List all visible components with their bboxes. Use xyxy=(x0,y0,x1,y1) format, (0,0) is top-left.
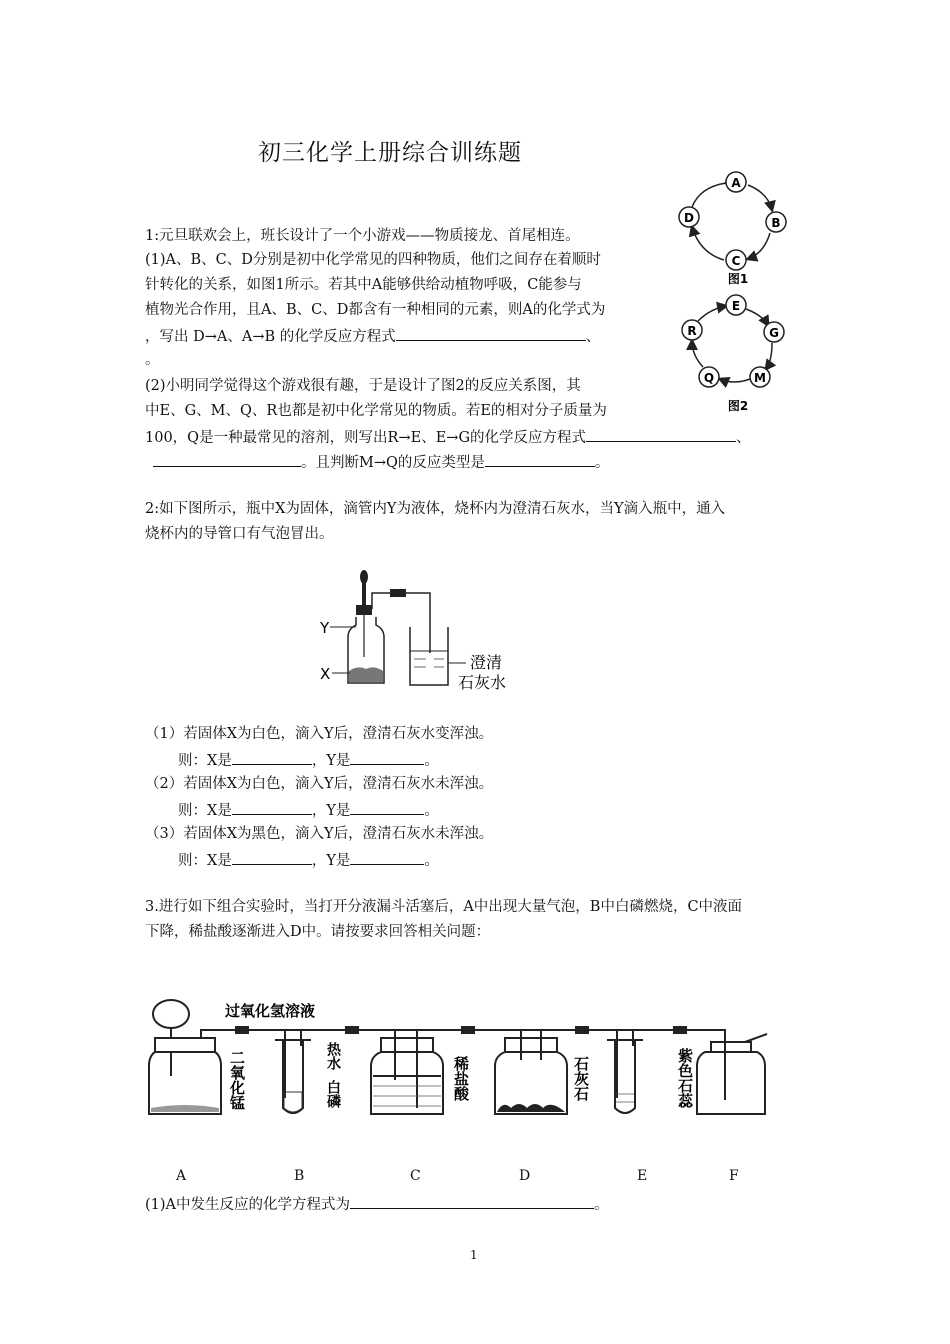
label-c: C xyxy=(410,1168,421,1184)
label-f: F xyxy=(729,1168,739,1184)
arrow-e-to-g xyxy=(746,309,768,325)
answer-blank-y[interactable] xyxy=(350,799,424,815)
node-a xyxy=(726,172,746,192)
answer-blank-x[interactable] xyxy=(232,849,312,865)
label-a: A xyxy=(176,1168,187,1184)
q2-item-2-question: （2）若固体X为白色，滴入Y后，澄清石灰水未浑浊。 xyxy=(145,776,494,792)
arrow-b-to-c xyxy=(748,233,770,259)
label-hot-water: 热水 xyxy=(325,1042,341,1070)
answer-prefix: 则：X是 xyxy=(178,753,232,769)
node-d xyxy=(679,207,699,227)
answer-blank[interactable] xyxy=(350,1193,594,1209)
answer-blank-x[interactable] xyxy=(232,799,312,815)
q3-intro-2: 下降，稀盐酸逐渐进入D中。请按要求回答相关问题： xyxy=(145,924,491,940)
q1-line-5-text: ，写出 D→A、A→B 的化学反应方程式 xyxy=(145,329,396,345)
q2-apparatus xyxy=(318,565,533,695)
label-b: B xyxy=(294,1168,305,1184)
q2-item-2-answer xyxy=(178,799,439,822)
q3-intro-1: 3.进行如下组合实验时，当打开分液漏斗活塞后，A中出现大量气泡，B中白磷燃烧，C中液面 xyxy=(145,899,743,915)
answer-prefix: 则：X是 xyxy=(178,853,232,869)
q1-line-2: (1)A、B、C、D分别是初中化学常见的四种物质，他们之间存在着顺时 xyxy=(145,252,601,268)
answer-prefix: 则：X是 xyxy=(178,803,232,819)
svg-text:B: B xyxy=(771,216,781,230)
q1-line-5 xyxy=(145,325,600,348)
cycle-figures xyxy=(670,165,800,425)
node-b xyxy=(766,212,786,232)
fig1-caption: 图1 xyxy=(727,272,749,286)
arrow-a-to-b xyxy=(748,185,772,210)
q1-line-10 xyxy=(145,451,609,474)
separator: 、 xyxy=(585,329,601,345)
answer-blank-y[interactable] xyxy=(350,749,424,765)
label-limewater-2: 石灰水 xyxy=(458,673,507,692)
svg-text:M: M xyxy=(754,371,766,385)
node-g xyxy=(764,322,784,342)
label-y: Y xyxy=(320,619,330,637)
answer-blank[interactable] xyxy=(396,325,586,341)
label-dilute-hcl: 稀盐酸 xyxy=(452,1056,470,1101)
q3-sub1-text: (1)A中发生反应的化学方程式为 xyxy=(145,1197,351,1213)
arrow-r-to-e xyxy=(698,306,726,321)
q2-item-3-question: （3）若固体X为黑色，滴入Y后，澄清石灰水未浑浊。 xyxy=(145,826,494,842)
arrow-d-to-a xyxy=(692,183,726,207)
q2-item-1-answer xyxy=(178,749,439,772)
answer-blank-y[interactable] xyxy=(350,849,424,865)
node-q xyxy=(699,367,719,387)
period: 。 xyxy=(594,455,610,471)
q2-item-1-question: （1）若固体X为白色，滴入Y后，澄清石灰水变浑浊。 xyxy=(145,726,494,742)
answer-blank-x[interactable] xyxy=(232,749,312,765)
svg-text:C: C xyxy=(731,254,741,268)
q1-line-8: 中E、G、M、Q、R也都是初中化学常见的物质。若E的相对分子质量为 xyxy=(145,403,607,419)
q2-item-3-answer xyxy=(178,849,439,872)
label-e: E xyxy=(637,1168,648,1184)
node-c xyxy=(726,250,746,270)
answer-blank[interactable] xyxy=(153,451,301,467)
node-r xyxy=(682,320,702,340)
q3-apparatus xyxy=(145,990,780,1120)
label-limestone: 石灰石 xyxy=(572,1056,590,1101)
q1-line-7: (2)小明同学觉得这个游戏很有趣，于是设计了图2的反应关系图，其 xyxy=(145,378,581,394)
label-x: X xyxy=(320,665,331,683)
q1-line-1: 1:元旦联欢会上，班长设计了一个小游戏——物质接龙、首尾相连。 xyxy=(145,228,580,244)
answer-mid: ，Y是 xyxy=(311,753,351,769)
separator: 、 xyxy=(736,430,751,446)
node-m xyxy=(750,367,770,387)
q1-line-4: 植物光合作用，且A、B、C、D都含有一种相同的元素，则A的化学式为 xyxy=(145,302,606,318)
label-litmus: 紫色石蕊 xyxy=(676,1048,694,1108)
svg-text:Q: Q xyxy=(703,371,715,385)
svg-text:D: D xyxy=(684,211,694,225)
svg-text:G: G xyxy=(769,326,779,340)
answer-mid: ，Y是 xyxy=(311,853,351,869)
q2-intro-1: 2:如下图所示，瓶中X为固体，滴管内Y为液体，烧杯内为澄清石灰水，当Y滴入瓶中，通入 xyxy=(145,501,726,517)
answer-end: 。 xyxy=(424,853,439,869)
label-mno2: 二氧化锰 xyxy=(228,1050,246,1110)
arrow-c-to-d xyxy=(692,227,724,260)
q2-intro-2: 烧杯内的导管口有气泡冒出。 xyxy=(145,526,334,542)
arrow-g-to-m xyxy=(766,343,772,369)
answer-blank[interactable] xyxy=(586,426,736,442)
fig2-caption: 图2 xyxy=(727,399,749,413)
svg-text:E: E xyxy=(731,299,741,313)
q1-line-10-text: 。且判断M→Q的反应类型是 xyxy=(301,455,485,471)
node-e xyxy=(726,295,746,315)
answer-mid: ，Y是 xyxy=(311,803,351,819)
q1-line-9-text: 100，Q是一种最常见的溶剂，则写出R→E、E→G的化学反应方程式 xyxy=(145,430,587,446)
label-limewater-1: 澄清 xyxy=(470,653,503,672)
page-title: 初三化学上册综合训练题 xyxy=(258,140,522,166)
period: 。 xyxy=(594,1197,609,1213)
label-hydrogen-peroxide: 过氧化氢溶液 xyxy=(225,1002,316,1020)
q1-line-9 xyxy=(145,426,751,449)
arrow-q-to-r xyxy=(692,341,703,367)
q1-line-3: 针转化的关系，如图1所示。若其中A能够供给动植物呼吸，C能参与 xyxy=(145,277,582,293)
q1-line-6: 。 xyxy=(145,352,160,368)
page-number: 1 xyxy=(470,1248,478,1262)
q3-sub1 xyxy=(145,1193,609,1216)
svg-text:R: R xyxy=(687,324,697,338)
label-white-phosphorus: 白磷 xyxy=(325,1080,341,1108)
arrow-m-to-q xyxy=(720,379,750,382)
svg-text:A: A xyxy=(731,176,741,190)
answer-end: 。 xyxy=(424,753,439,769)
answer-end: 。 xyxy=(424,803,439,819)
label-d: D xyxy=(519,1168,531,1184)
answer-blank[interactable] xyxy=(485,451,595,467)
